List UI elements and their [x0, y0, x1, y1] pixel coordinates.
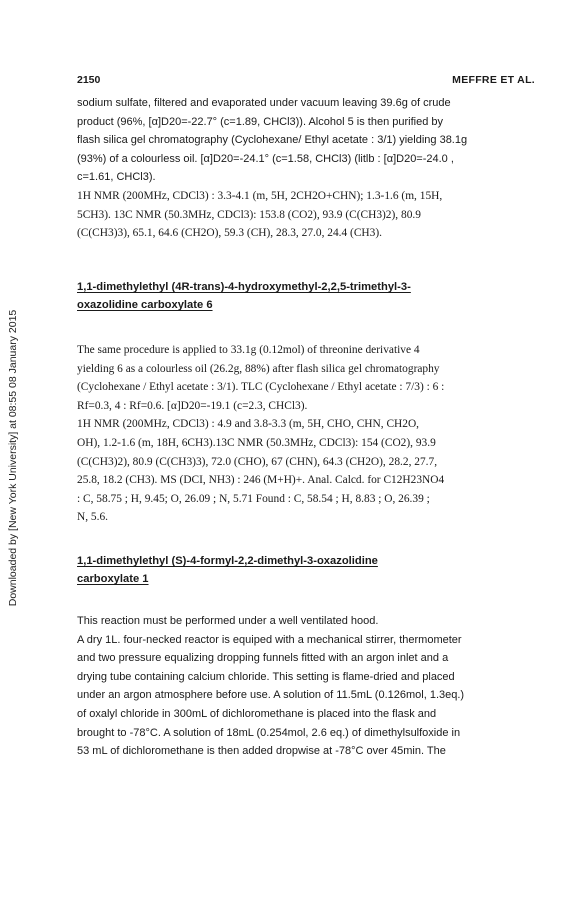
- body-line: This reaction must be performed under a well ventilated hood.: [77, 615, 379, 627]
- body-line: : C, 58.75 ; H, 9.45; O, 26.09 ; N, 5.71 Found : C, 58.54 ; H, 8.83 ; O, 26.39 ;: [77, 492, 430, 505]
- heading-line: oxazolidine carboxylate 6: [77, 299, 213, 311]
- section-compound-6-text: [77, 341, 535, 527]
- body-line: under an argon atmosphere before use. A solution of 11.5mL (0.126mol, 1.3eq.): [77, 689, 465, 702]
- compound-1-heading: [77, 552, 535, 588]
- paper-page: [77, 0, 535, 915]
- body-line: 1H NMR (200MHz, CDCl3) : 4.9 and 3.8-3.3 (m, 5H, CHO, CHN, CH2O,: [77, 418, 420, 431]
- body-line: flash silica gel chromatography (Cyclohexane/ Ethyl acetate : 3/1) yielding 38.1g: [77, 134, 468, 147]
- compound-6-heading: [77, 278, 535, 314]
- download-watermark: [2, 0, 24, 915]
- body-line: c=1.61, CHCl3).: [77, 171, 156, 184]
- body-line: yielding 6 as a colourless oil (26.2g, 88%) after flash silica gel chromatography: [77, 362, 440, 375]
- body-line: and two pressure equalizing dropping funnels fitted with an argon inlet and a: [77, 652, 449, 665]
- body-line: 53 mL of dichloromethane is then added dropwise at -78°C over 45min. The: [77, 745, 446, 758]
- body-line: drying tube containing calcium chloride. This setting is flame-dried and placed: [77, 670, 455, 683]
- body-line: (Cyclohexane / Ethyl acetate : 3/1). TLC (Cyclohexane / Ethyl acetate : 7/3) : 6 :: [77, 381, 445, 394]
- body-line: of oxalyl chloride in 300mL of dichloromethane is placed into the flask and: [77, 707, 437, 720]
- page-number: 2150: [77, 74, 101, 86]
- body-line: (93%) of a colourless oil. [α]D20=-24.1° (c=1.58, CHCl3) (litlb : [α]D20=-24.0 ,: [77, 152, 454, 165]
- body-line: (C(CH3)3), 65.1, 64.6 (CH2O), 59.3 (CH), 28.3, 27.0, 24.4 (CH3).: [77, 227, 382, 240]
- body-line: sodium sulfate, filtered and evaporated under vacuum leaving 39.6g of crude: [77, 97, 451, 109]
- heading-line: 1,1-dimethylethyl (4R-trans)-4-hydroxymethyl-2,2,5-trimethyl-3-: [77, 281, 411, 293]
- heading-line: carboxylate 1: [77, 573, 149, 585]
- body-line: brought to -78°C. A solution of 18mL (0.254mol, 2.6 eq.) of dimethylsulfoxide in: [77, 726, 461, 739]
- download-watermark-text: Downloaded by [New York University] at 08:55 08 January 2015: [7, 309, 19, 606]
- body-line: 5CH3). 13C NMR (50.3MHz, CDCl3): 153.8 (CO2), 93.9 (C(CH3)2), 80.9: [77, 208, 421, 221]
- section-compound-1-text: [77, 612, 535, 761]
- body-line: The same procedure is applied to 33.1g (0.12mol) of threonine derivative 4: [77, 344, 420, 356]
- body-line: Rf=0.3, 4 : Rf=0.6. [α]D20=-19.1 (c=2.3, CHCl3).: [77, 399, 308, 412]
- body-line: N, 5.6.: [77, 511, 109, 524]
- body-line: 1H NMR (200MHz, CDCl3) : 3.3-4.1 (m, 5H, 2CH2O+CHN); 1.3-1.6 (m, 15H,: [77, 189, 443, 202]
- body-line: 25.8, 18.2 (CH3). MS (DCI, NH3) : 246 (M+H)+. Anal. Calcd. for C12H23NO4: [77, 474, 445, 487]
- body-line: product (96%, [α]D20=-22.7° (c=1.89, CHCl3)). Alcohol 5 is then purified by: [77, 115, 443, 128]
- body-line: OH), 1.2-1.6 (m, 18H, 6CH3).13C NMR (50.3MHz, CDCl3): 154 (CO2), 93.9: [77, 436, 436, 449]
- running-header: [77, 71, 535, 87]
- heading-line: 1,1-dimethylethyl (S)-4-formyl-2,2-dimethyl-3-oxazolidine: [77, 555, 378, 567]
- running-header-authors: MEFFRE ET AL.: [452, 74, 535, 86]
- body-line: A dry 1L. four-necked reactor is equiped with a mechanical stirrer, thermometer: [77, 633, 462, 646]
- section-alcohol-5-text: [77, 94, 535, 243]
- body-line: (C(CH3)2), 80.9 (C(CH3)3), 72.0 (CHO), 67 (CHN), 64.3 (CH2O), 28.2, 27.7,: [77, 455, 438, 468]
